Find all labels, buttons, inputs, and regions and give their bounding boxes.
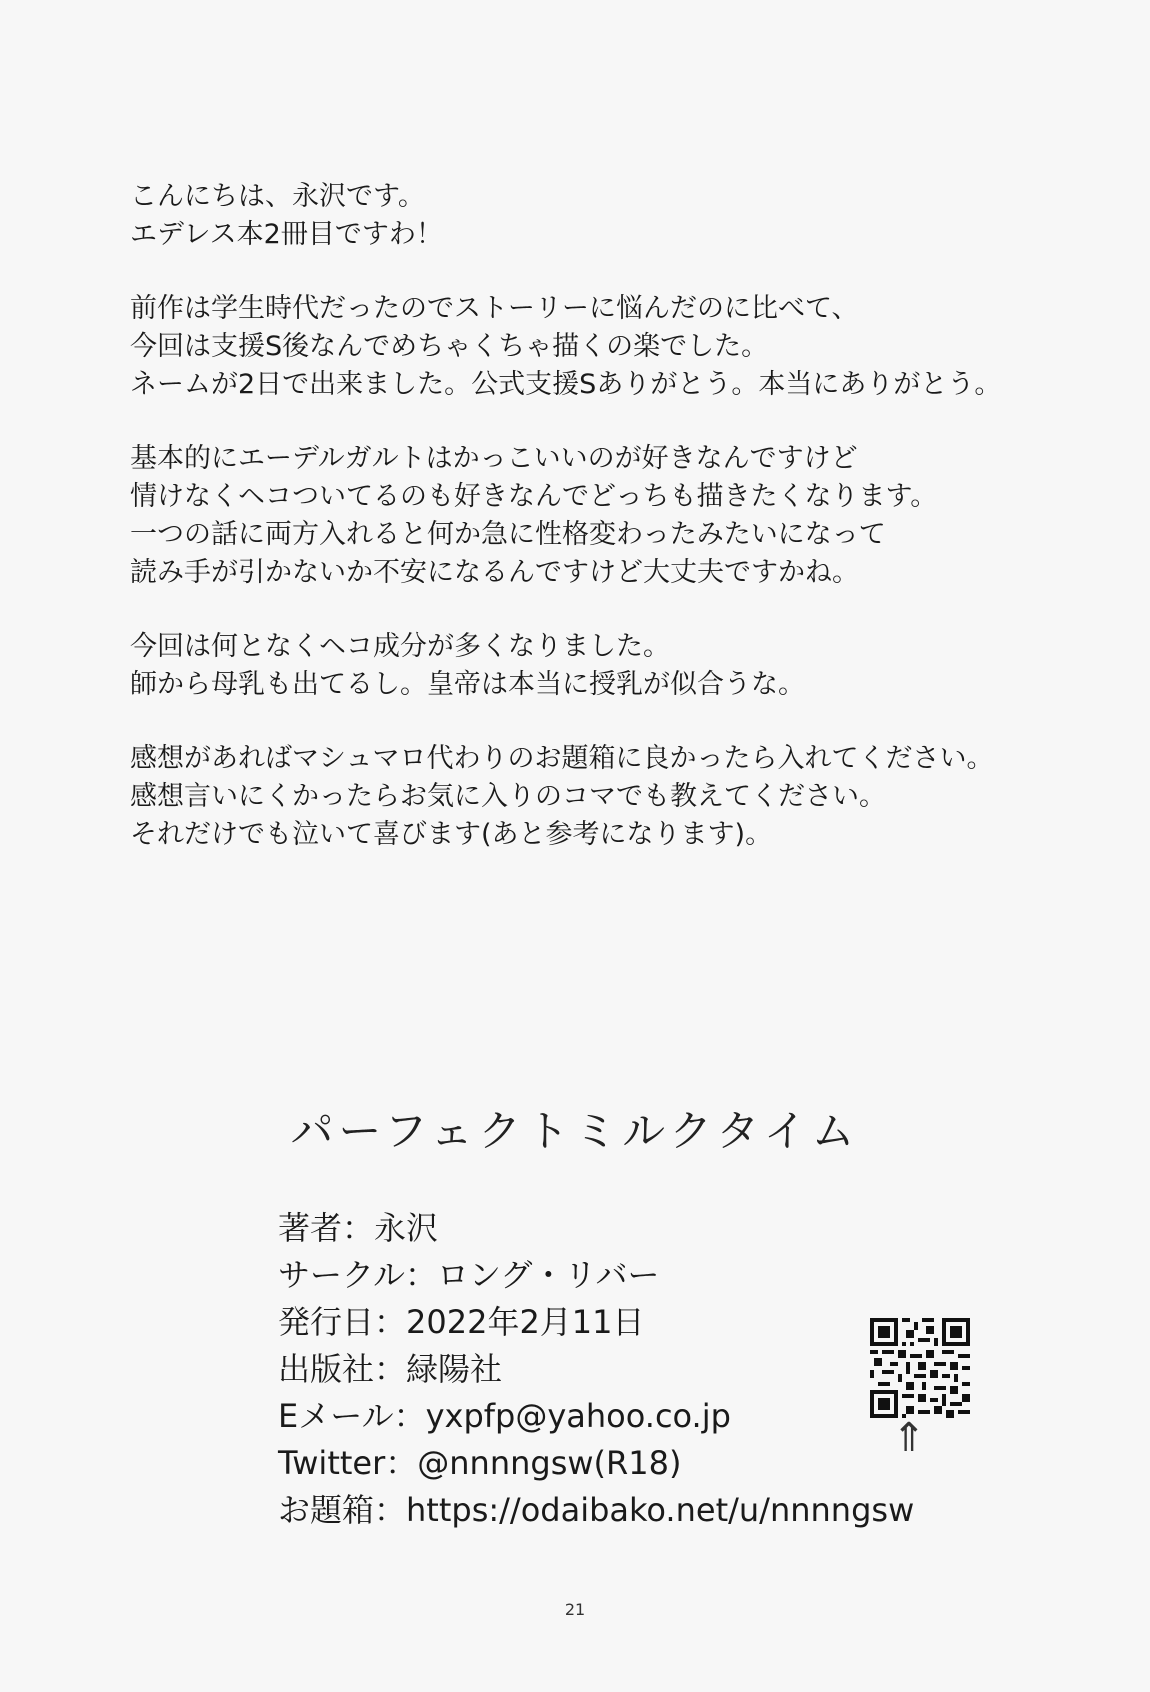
text-line: 感想言いにくかったらお気に入りのコマでも教えてください。 [130,781,886,812]
paragraph-greeting [130,178,1090,254]
text-line: それだけでも泣いて喜びます(あと参考になります)。 [130,819,773,850]
text-line: 一つの話に両方入れると何か急に性格変わったみたいになって [130,519,886,550]
text-line: エデレス本2冊目ですわ！ [130,219,443,250]
text-line: 基本的にエーデルガルトはかっこいいのが好きなんですけど [130,443,858,474]
paragraph-this-time [130,628,1090,704]
text-line: 今回は支援S後なんでめちゃくちゃ描くの楽でした。 [130,331,769,362]
text-line: 感想があればマシュマロ代わりのお題箱に良かったら入れてください。 [130,743,994,774]
colophon-publisher: 出版社：緑陽社 [278,1350,503,1388]
text-line: 今回は何となくヘコ成分が多くなりました。 [130,631,670,662]
afterword [130,178,1090,890]
colophon-date: 発行日：2022年2月11日 [278,1303,645,1341]
paragraph-previous-work [130,290,1090,404]
text-line: 前作は学生時代だったのでストーリーに悩んだのに比べて、 [130,293,859,324]
qr-code-icon[interactable] [870,1318,970,1418]
paragraph-feedback [130,740,1090,854]
colophon [278,1205,914,1534]
text-line: ネームが2日で出来ました。公式支援Sありがとう。本当にありがとう。 [130,369,1002,400]
page-number: 21 [564,1600,586,1619]
colophon-email[interactable]: Eメール：yxpfp@yahoo.co.jp [278,1397,731,1435]
text-line: 師から母乳も出てるし。皇帝は本当に授乳が似合うな。 [130,669,805,700]
up-arrow-icon: ⇑ [892,1415,926,1461]
text-line: こんにちは、永沢です。 [130,181,425,212]
paragraph-character [130,440,1090,592]
text-line: 情けなくヘコついてるのも好きなんでどっちも描きたくなります。 [130,481,938,512]
colophon-twitter[interactable]: Twitter：@nnnngsw(R18) [278,1444,682,1482]
colophon-author: 著者：永沢 [278,1209,439,1247]
book-title: パーフェクトミルクタイム [290,1107,860,1157]
colophon-circle: サークル：ロング・リバー [278,1256,660,1294]
colophon-odaibako[interactable]: お題箱：https://odaibako.net/u/nnnngsw [278,1491,915,1529]
text-line: 読み手が引かないか不安になるんですけど大丈夫ですかね。 [130,557,859,588]
